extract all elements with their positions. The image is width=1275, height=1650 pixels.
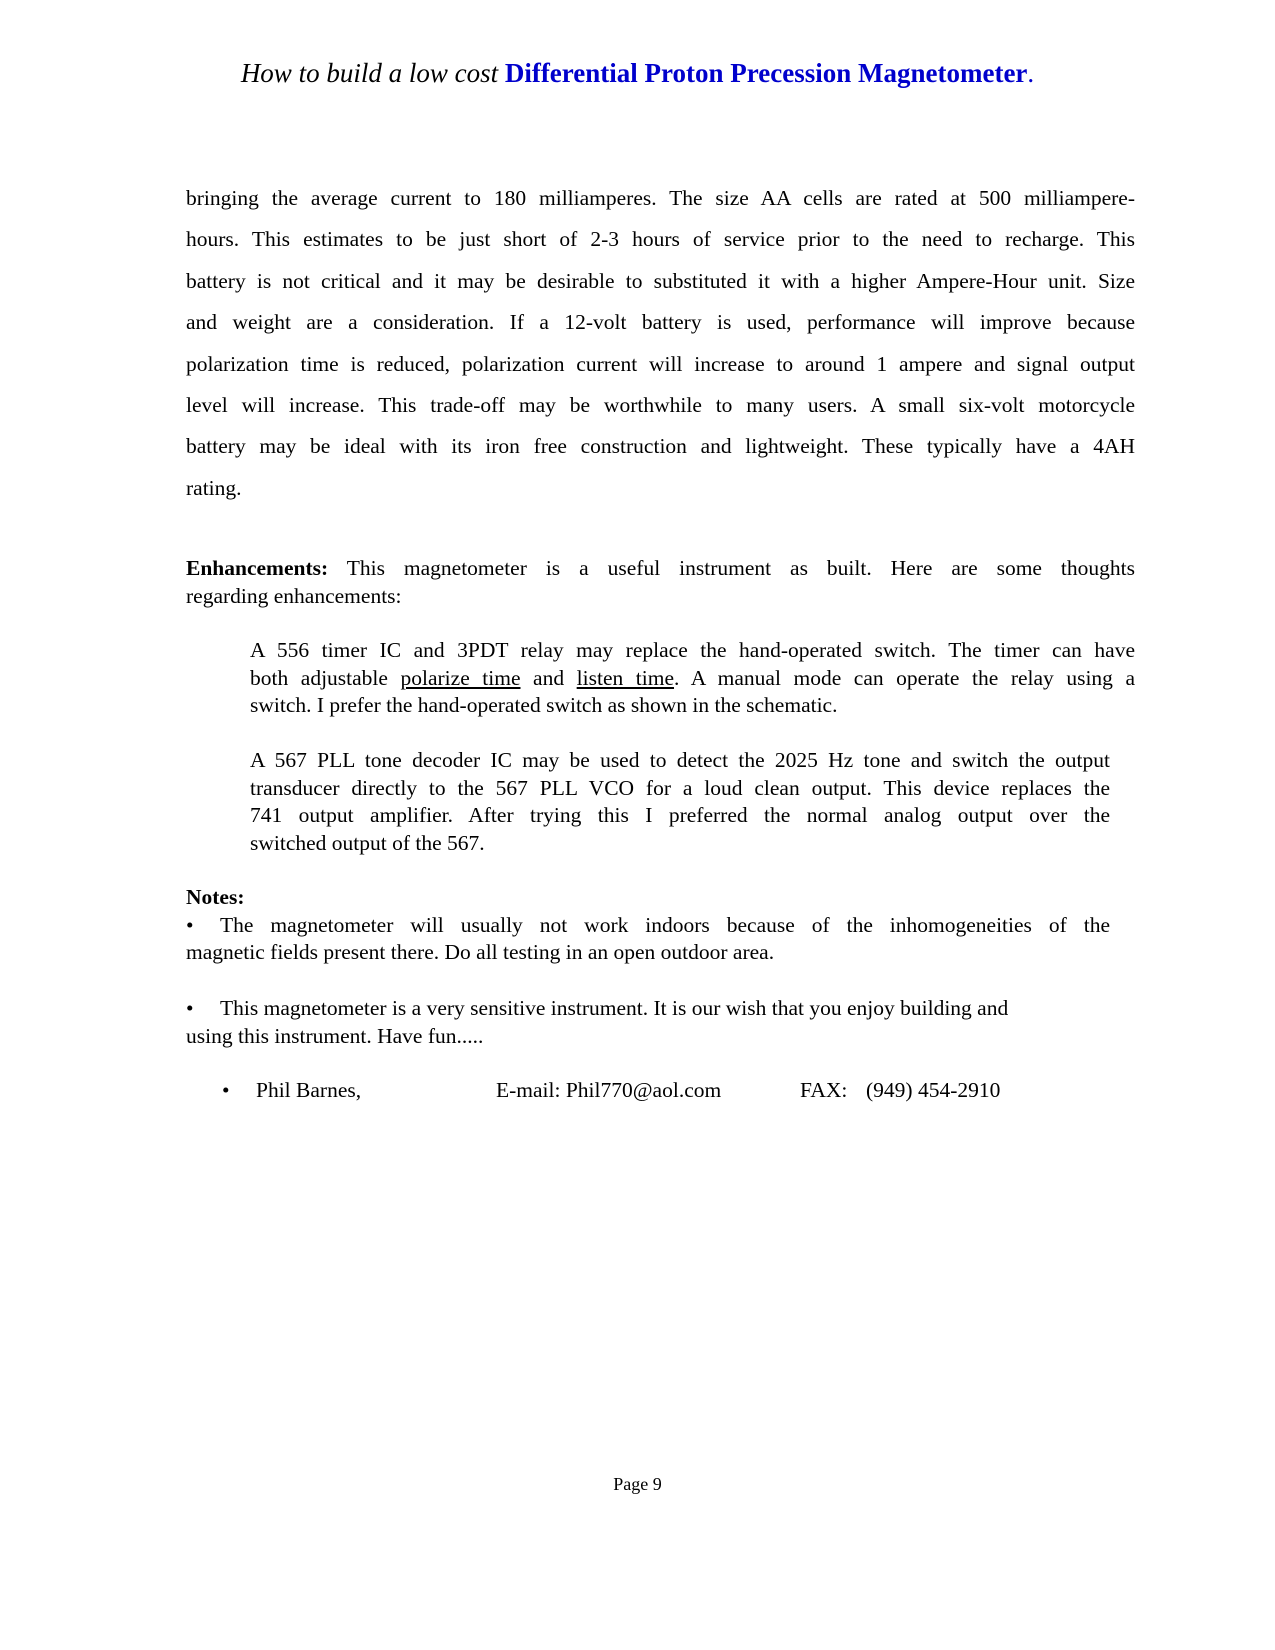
note-line: [186, 912, 1110, 940]
document-header: [0, 58, 1275, 89]
enhancements-intro-text: This magnetometer is a useful instrument as built. Here are some thoughts: [328, 556, 1135, 580]
enhancement-text: . A manual mode can operate the relay using a: [674, 665, 1136, 690]
header-title: Differential Proton Precession Magnetometer: [504, 58, 1028, 88]
note-line: [186, 995, 1086, 1023]
enhancement-line: A 567 PLL tone decoder IC may be used to detect the 2025 Hz tone and switch the output: [250, 748, 1110, 772]
page-number: Page 9: [613, 1474, 662, 1494]
polarize-time-term: polarize time: [400, 665, 521, 690]
bullet-icon: •: [222, 1078, 230, 1102]
intro-paragraph: [186, 178, 1135, 509]
enhancement-text: and: [520, 665, 577, 690]
enhancement-line: 741 output amplifier. After trying this I preferred the normal analog output over the: [250, 803, 1110, 827]
bullet-icon: •: [186, 912, 194, 937]
note-line: using this instrument. Have fun.....: [186, 1023, 484, 1048]
notes-heading: Notes:: [186, 885, 245, 909]
intro-line: polarization time is reduced, polarization current will increase to around 1 ampere and signal output: [186, 351, 1135, 376]
note-line: magnetic fields present there. Do all testing in an open outdoor area.: [186, 940, 775, 964]
enhancement-line: switched output of the 567.: [250, 830, 485, 855]
intro-line: bringing the average current to 180 milliamperes. The size AA cells are rated at 500 milliampere-: [186, 186, 1135, 210]
enhancement-line: switch. I prefer the hand-operated switch as shown in the schematic.: [250, 693, 838, 717]
intro-line: level will increase. This trade-off may be worthwhile to many users. A small six-volt motorcycle: [186, 392, 1135, 417]
enhancement-line: [250, 665, 1135, 693]
note-2: [186, 995, 1086, 1050]
header-lead: How to build a low cost: [240, 58, 505, 88]
note-text: This magnetometer is a very sensitive instrument. It is our wish that you enjoy building and: [220, 996, 1009, 1020]
enhancements-section: [186, 555, 1135, 610]
contact-line: [222, 1077, 230, 1105]
listen-time-term: listen time: [576, 665, 675, 690]
enhancement-item-timer: [250, 637, 1135, 720]
notes-section: [186, 884, 1110, 967]
intro-line: and weight are a consideration. If a 12-volt battery is used, performance will improve because: [186, 310, 1135, 335]
enhancements-heading: Enhancements:: [186, 556, 329, 580]
enhancement-text: both adjustable: [250, 665, 401, 690]
enhancements-intro-line: [186, 555, 1135, 583]
enhancement-item-pll: [250, 747, 1110, 857]
header-period: .: [1027, 58, 1035, 88]
intro-line: rating.: [186, 475, 242, 500]
notes-heading-line: [186, 884, 1110, 912]
contact-fax-number: (949) 454-2910: [866, 1078, 1001, 1102]
contact-fax-label: FAX:: [800, 1078, 848, 1102]
intro-line: hours. This estimates to be just short of 2-3 hours of service prior to the need to recharge. This: [186, 227, 1135, 252]
bullet-icon: •: [186, 996, 194, 1020]
enhancement-line: A 556 timer IC and 3PDT relay may replace the hand-operated switch. The timer can have: [250, 638, 1135, 662]
enhancements-intro-line-2: regarding enhancements:: [186, 583, 402, 608]
contact-name: Phil Barnes,: [256, 1078, 362, 1102]
intro-line: battery is not critical and it may be desirable to substituted it with a higher Ampere-Hour unit. Size: [186, 268, 1135, 293]
contact-email[interactable]: E-mail: Phil770@aol.com: [496, 1078, 722, 1102]
note-text: The magnetometer will usually not work indoors because of the inhomogeneities of the: [220, 912, 1110, 937]
intro-line: battery may be ideal with its iron free construction and lightweight. These typically have a 4AH: [186, 434, 1135, 459]
enhancement-line: transducer directly to the 567 PLL VCO for a loud clean output. This device replaces the: [250, 775, 1110, 800]
